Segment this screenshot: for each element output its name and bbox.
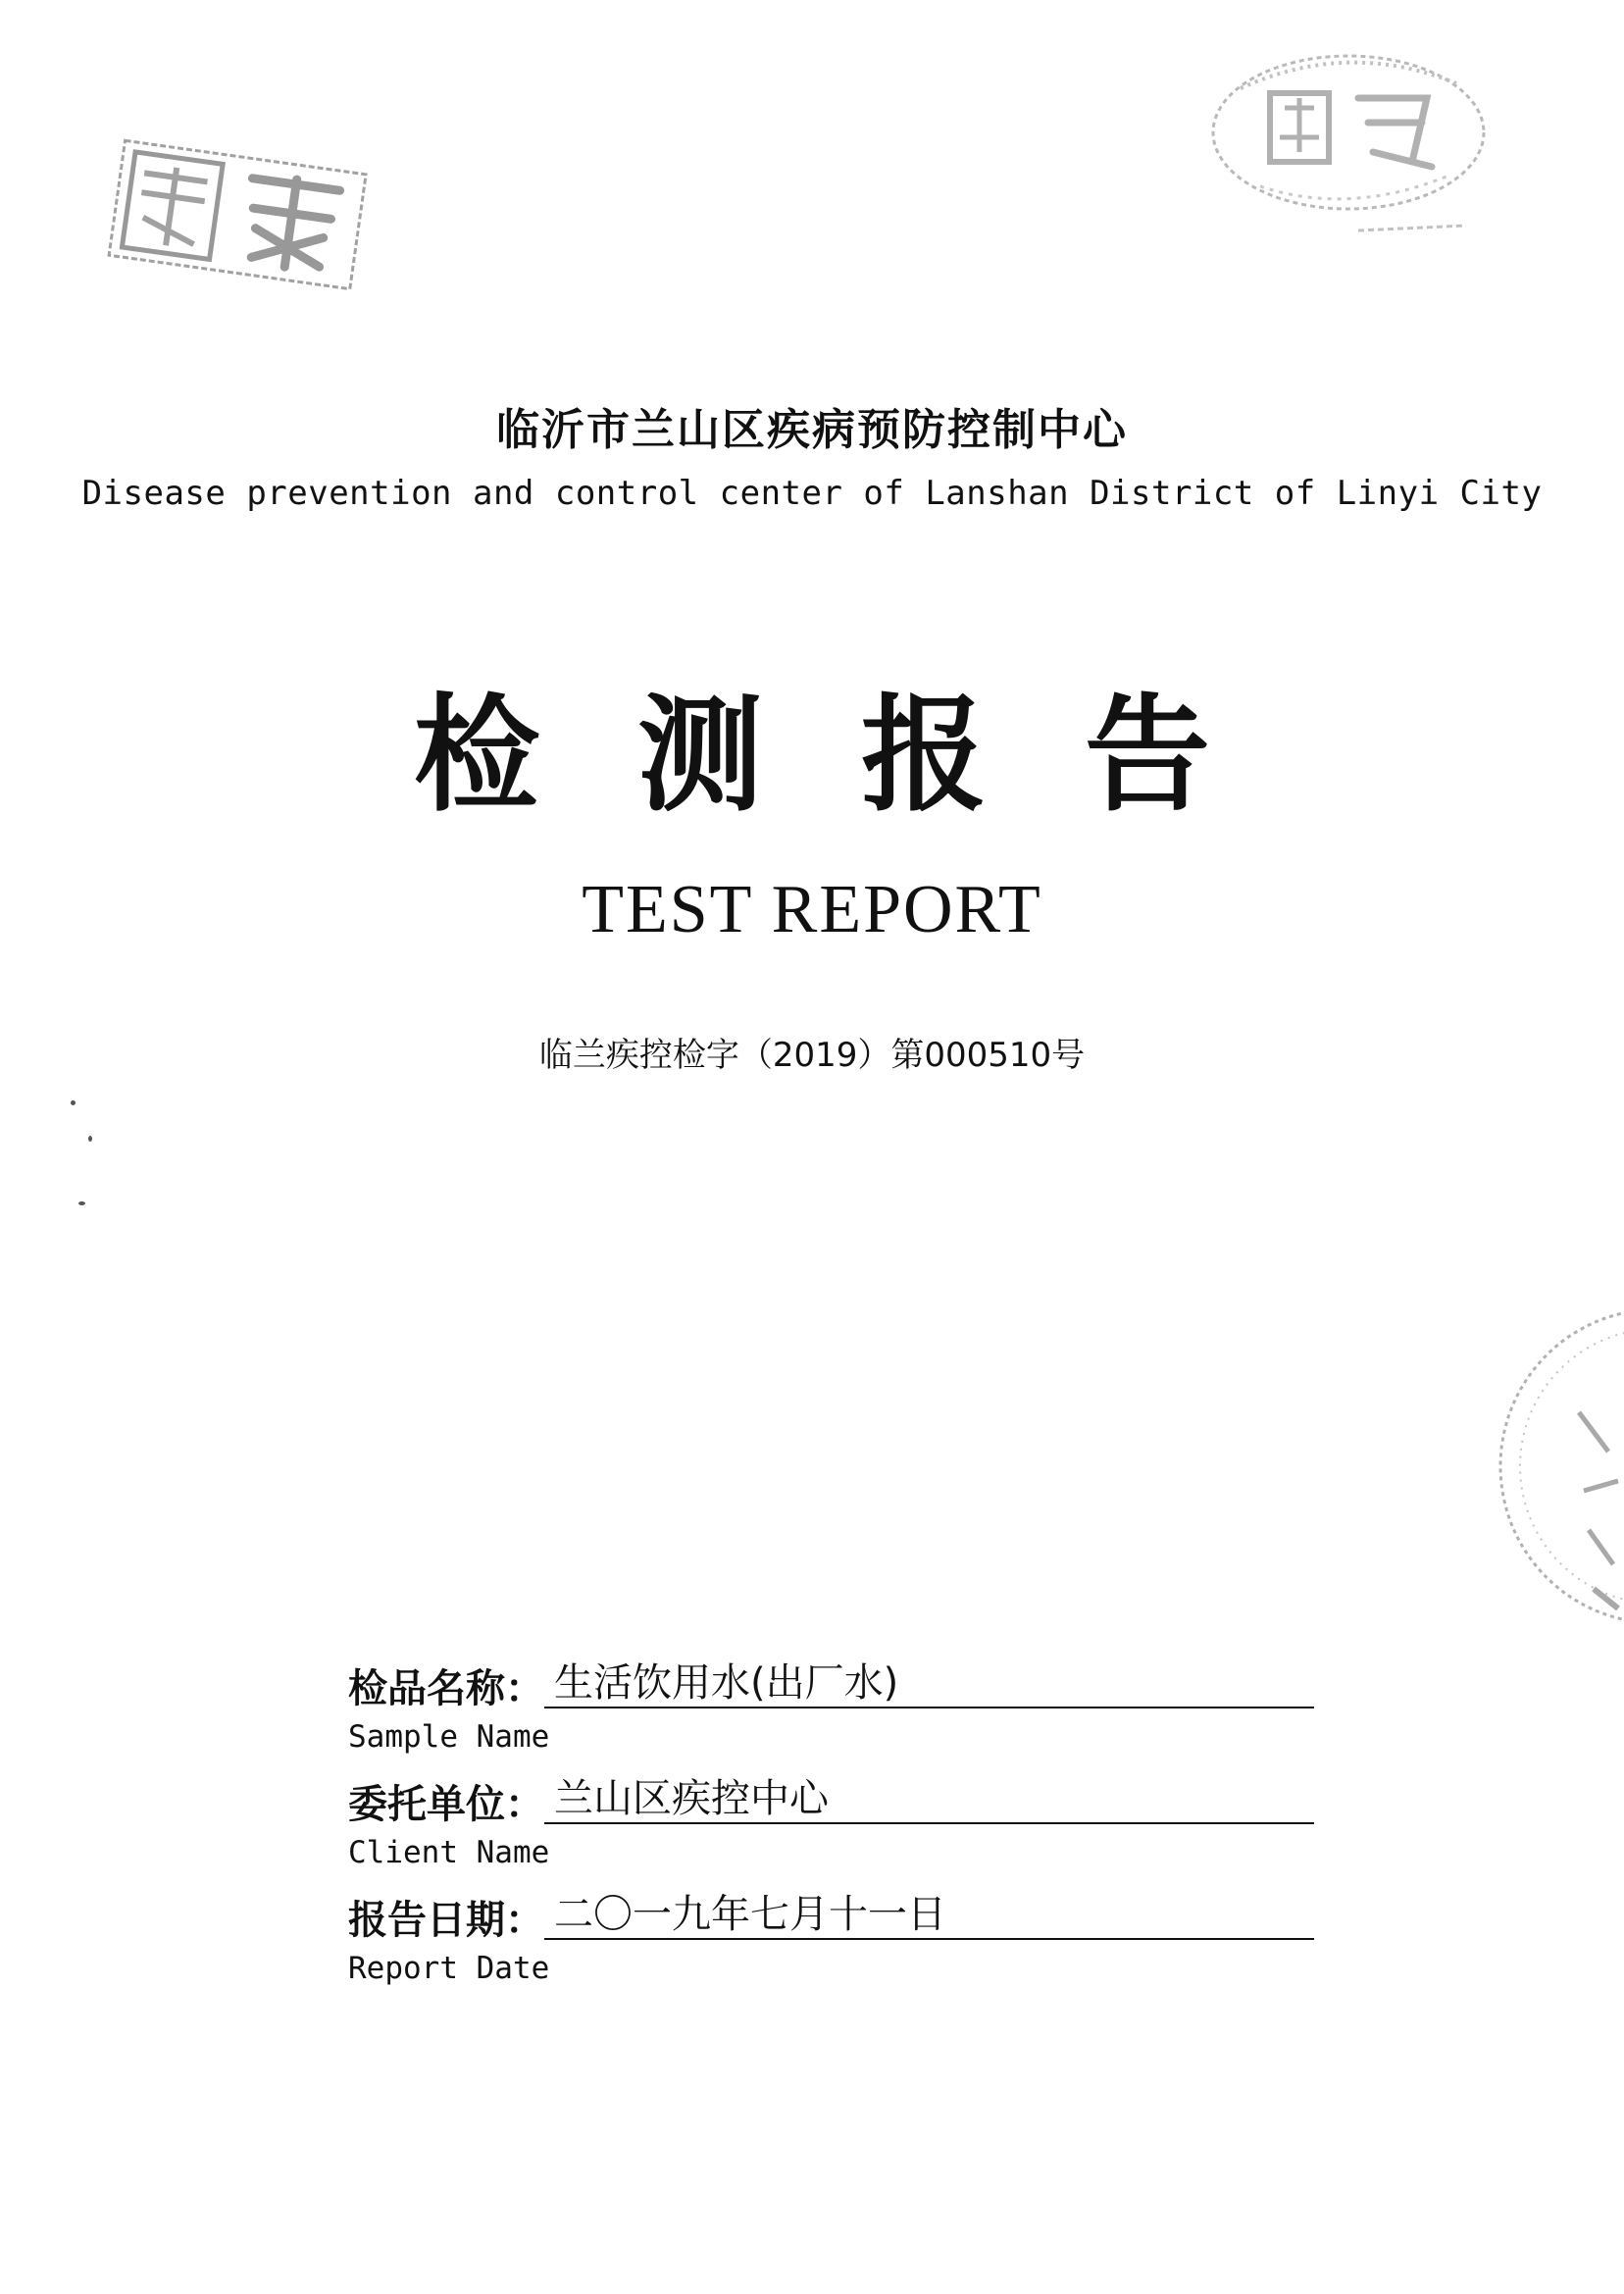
field-client-name: [348, 1769, 1314, 1897]
stamp-left-icon: [102, 130, 374, 302]
field-sample-name: [348, 1654, 1314, 1781]
seal-right-icon: [1486, 1295, 1624, 1638]
scan-speck: [88, 1136, 92, 1142]
organization-name-cn: 临沂市兰山区疾病预防控制中心: [496, 405, 1128, 455]
scan-speck: [71, 1100, 76, 1105]
field-label-en: Client Name: [348, 1835, 550, 1870]
field-value: 生活饮用水(出厂水): [544, 1663, 1314, 1708]
report-title-cn: 检测报告: [413, 682, 1308, 829]
field-label-en: Report Date: [348, 1951, 550, 1986]
field-report-date: [348, 1885, 1314, 2013]
round-seal: [1486, 1295, 1624, 1638]
field-label-cn: 检品名称：: [348, 1666, 544, 1711]
organization-name-en: Disease prevention and control center of Lanshan District of Linyi City: [81, 474, 1543, 513]
oval-stamp: [1201, 29, 1496, 265]
rectangular-stamp: [102, 130, 374, 302]
scan-speck: [78, 1201, 85, 1205]
field-value: 二〇一九年七月十一日: [544, 1895, 1314, 1940]
report-number: 临兰疾控检字（2019）第000510号: [538, 1036, 1086, 1075]
report-title-en: TEST REPORT: [582, 872, 1042, 947]
field-label-cn: 报告日期：: [348, 1898, 544, 1943]
field-label-cn: 委托单位：: [348, 1782, 544, 1827]
stamp-right-icon: [1201, 29, 1496, 265]
field-value: 兰山区疾控中心: [544, 1779, 1314, 1824]
field-label-en: Sample Name: [348, 1719, 550, 1755]
